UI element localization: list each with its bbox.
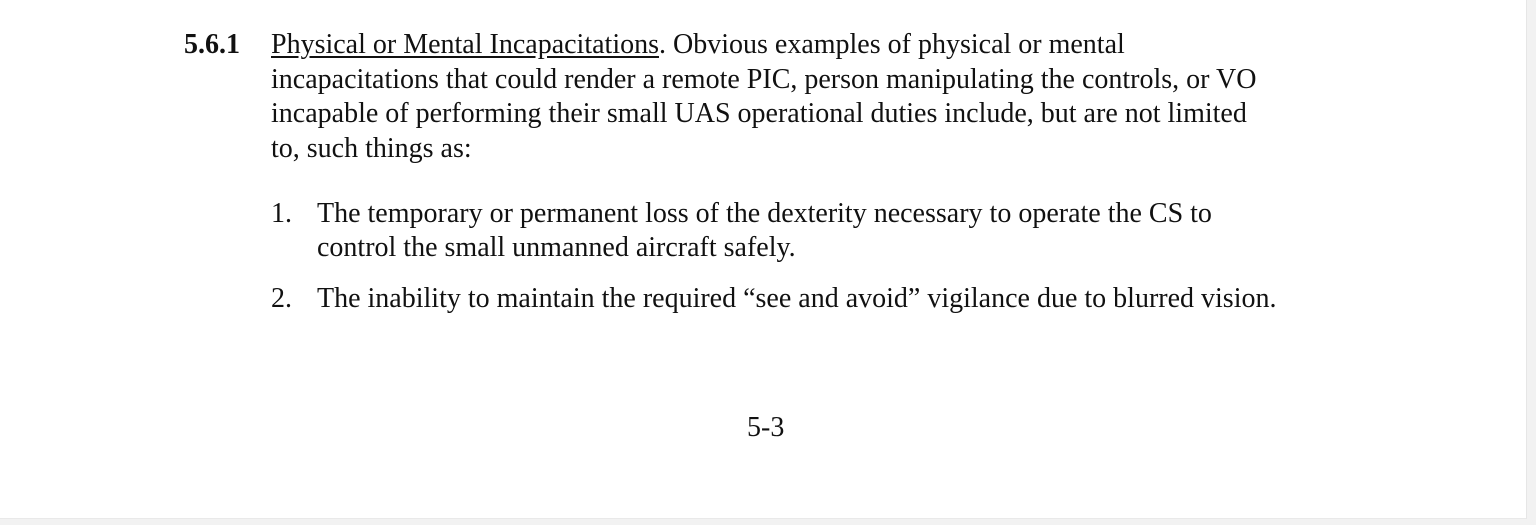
section-number: 5.6.1 bbox=[184, 29, 240, 60]
section-text-line: incapacitations that could render a remote PIC, person manipulating the controls, or VO bbox=[271, 63, 1257, 95]
list-marker: 1. bbox=[271, 198, 292, 229]
list-item-text bbox=[317, 197, 1417, 265]
section-first-line bbox=[271, 28, 1371, 63]
list-item-line: The temporary or permanent loss of the dexterity necessary to operate the CS to bbox=[317, 198, 1212, 229]
section-text-line: incapable of performing their small UAS operational duties include, but are not limited bbox=[271, 98, 1247, 129]
page-number: 5-3 bbox=[747, 412, 785, 443]
list-marker: 2. bbox=[271, 283, 292, 314]
section-intro-text: . Obvious examples of physical or mental bbox=[659, 29, 1125, 60]
list-item-line: control the small unmanned aircraft safely. bbox=[317, 232, 796, 263]
section-text-line: to, such things as: bbox=[271, 132, 472, 164]
list-item-line: The inability to maintain the required “see and avoid” vigilance due to blurred vision. bbox=[317, 283, 1277, 314]
section-title: Physical or Mental Incapacitations bbox=[271, 29, 659, 60]
section-paragraph bbox=[271, 28, 1371, 166]
list-item-text bbox=[317, 282, 1417, 316]
